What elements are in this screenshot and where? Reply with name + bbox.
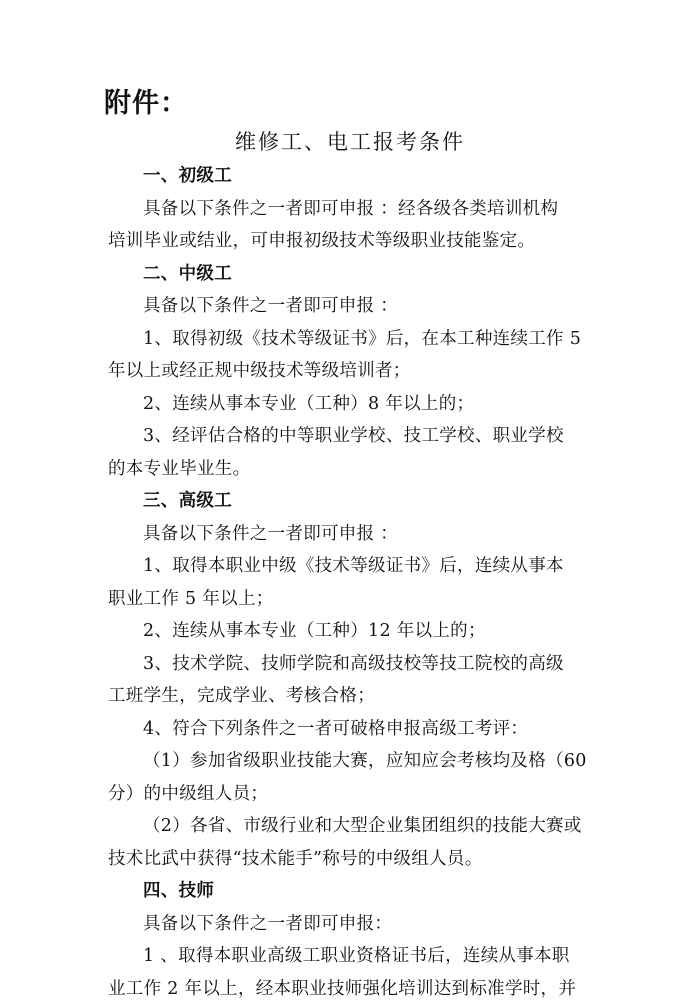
paragraph-line: （1）参加省级职业技能大赛，应知应会考核均及格（60 xyxy=(108,745,600,778)
document-body xyxy=(108,160,600,1005)
paragraph-line: 年以上或经正规中级技术等级培训者； xyxy=(108,355,600,388)
paragraph-line: 1、取得初级《技术等级证书》后，在本工种连续工作 5 xyxy=(108,323,600,356)
paragraph-line: 具备以下条件之一者即可申报： xyxy=(108,908,600,941)
paragraph-line: 1 、取得本职业高级工职业资格证书后，连续从事本职 xyxy=(108,940,600,973)
section-heading: 四、技师 xyxy=(108,875,600,908)
section-heading: 三、高级工 xyxy=(108,485,600,518)
paragraph-line: 2、连续从事本专业（工种）8 年以上的； xyxy=(108,388,600,421)
paragraph-line: 1、取得本职业中级《技术等级证书》后，连续从事本 xyxy=(108,550,600,583)
section-heading: 二、中级工 xyxy=(108,258,600,291)
paragraph-line: （2）各省、市级行业和大型企业集团组织的技能大赛或 xyxy=(108,810,600,843)
paragraph-line: 3、技术学院、技师学院和高级技校等技工院校的高级 xyxy=(108,648,600,681)
paragraph-line: 具备以下条件之一者即可申报 ： xyxy=(108,518,600,551)
paragraph-line: 4、符合下列条件之一者可破格申报高级工考评： xyxy=(108,713,600,746)
section-heading: 一、初级工 xyxy=(108,160,600,193)
paragraph-line: 2、连续从事本专业（工种）12 年以上的； xyxy=(108,615,600,648)
paragraph-line: 培训毕业或结业，可申报初级技术等级职业技能鉴定。 xyxy=(108,225,600,258)
paragraph-line: 工班学生，完成学业、考核合格； xyxy=(108,680,600,713)
paragraph-line: 职业工作 5 年以上； xyxy=(108,583,600,616)
paragraph-line: 业工作 2 年以上，经本职业技师强化培训达到标准学时，并 xyxy=(108,973,600,1005)
document-title: 维修工、电工报考条件 xyxy=(0,126,700,158)
paragraph-line: 具备以下条件之一者即可申报 ： xyxy=(108,290,600,323)
paragraph-line: 的本专业毕业生。 xyxy=(108,453,600,486)
paragraph-line: 分）的中级组人员； xyxy=(108,778,600,811)
paragraph-line: 技术比武中获得“技术能手”称号的中级组人员。 xyxy=(108,843,600,876)
paragraph-line: 3、经评估合格的中等职业学校、技工学校、职业学校 xyxy=(108,420,600,453)
attachment-label: 附件： xyxy=(104,84,188,124)
paragraph-line: 具备以下条件之一者即可申报 ：经各级各类培训机构 xyxy=(108,193,600,226)
